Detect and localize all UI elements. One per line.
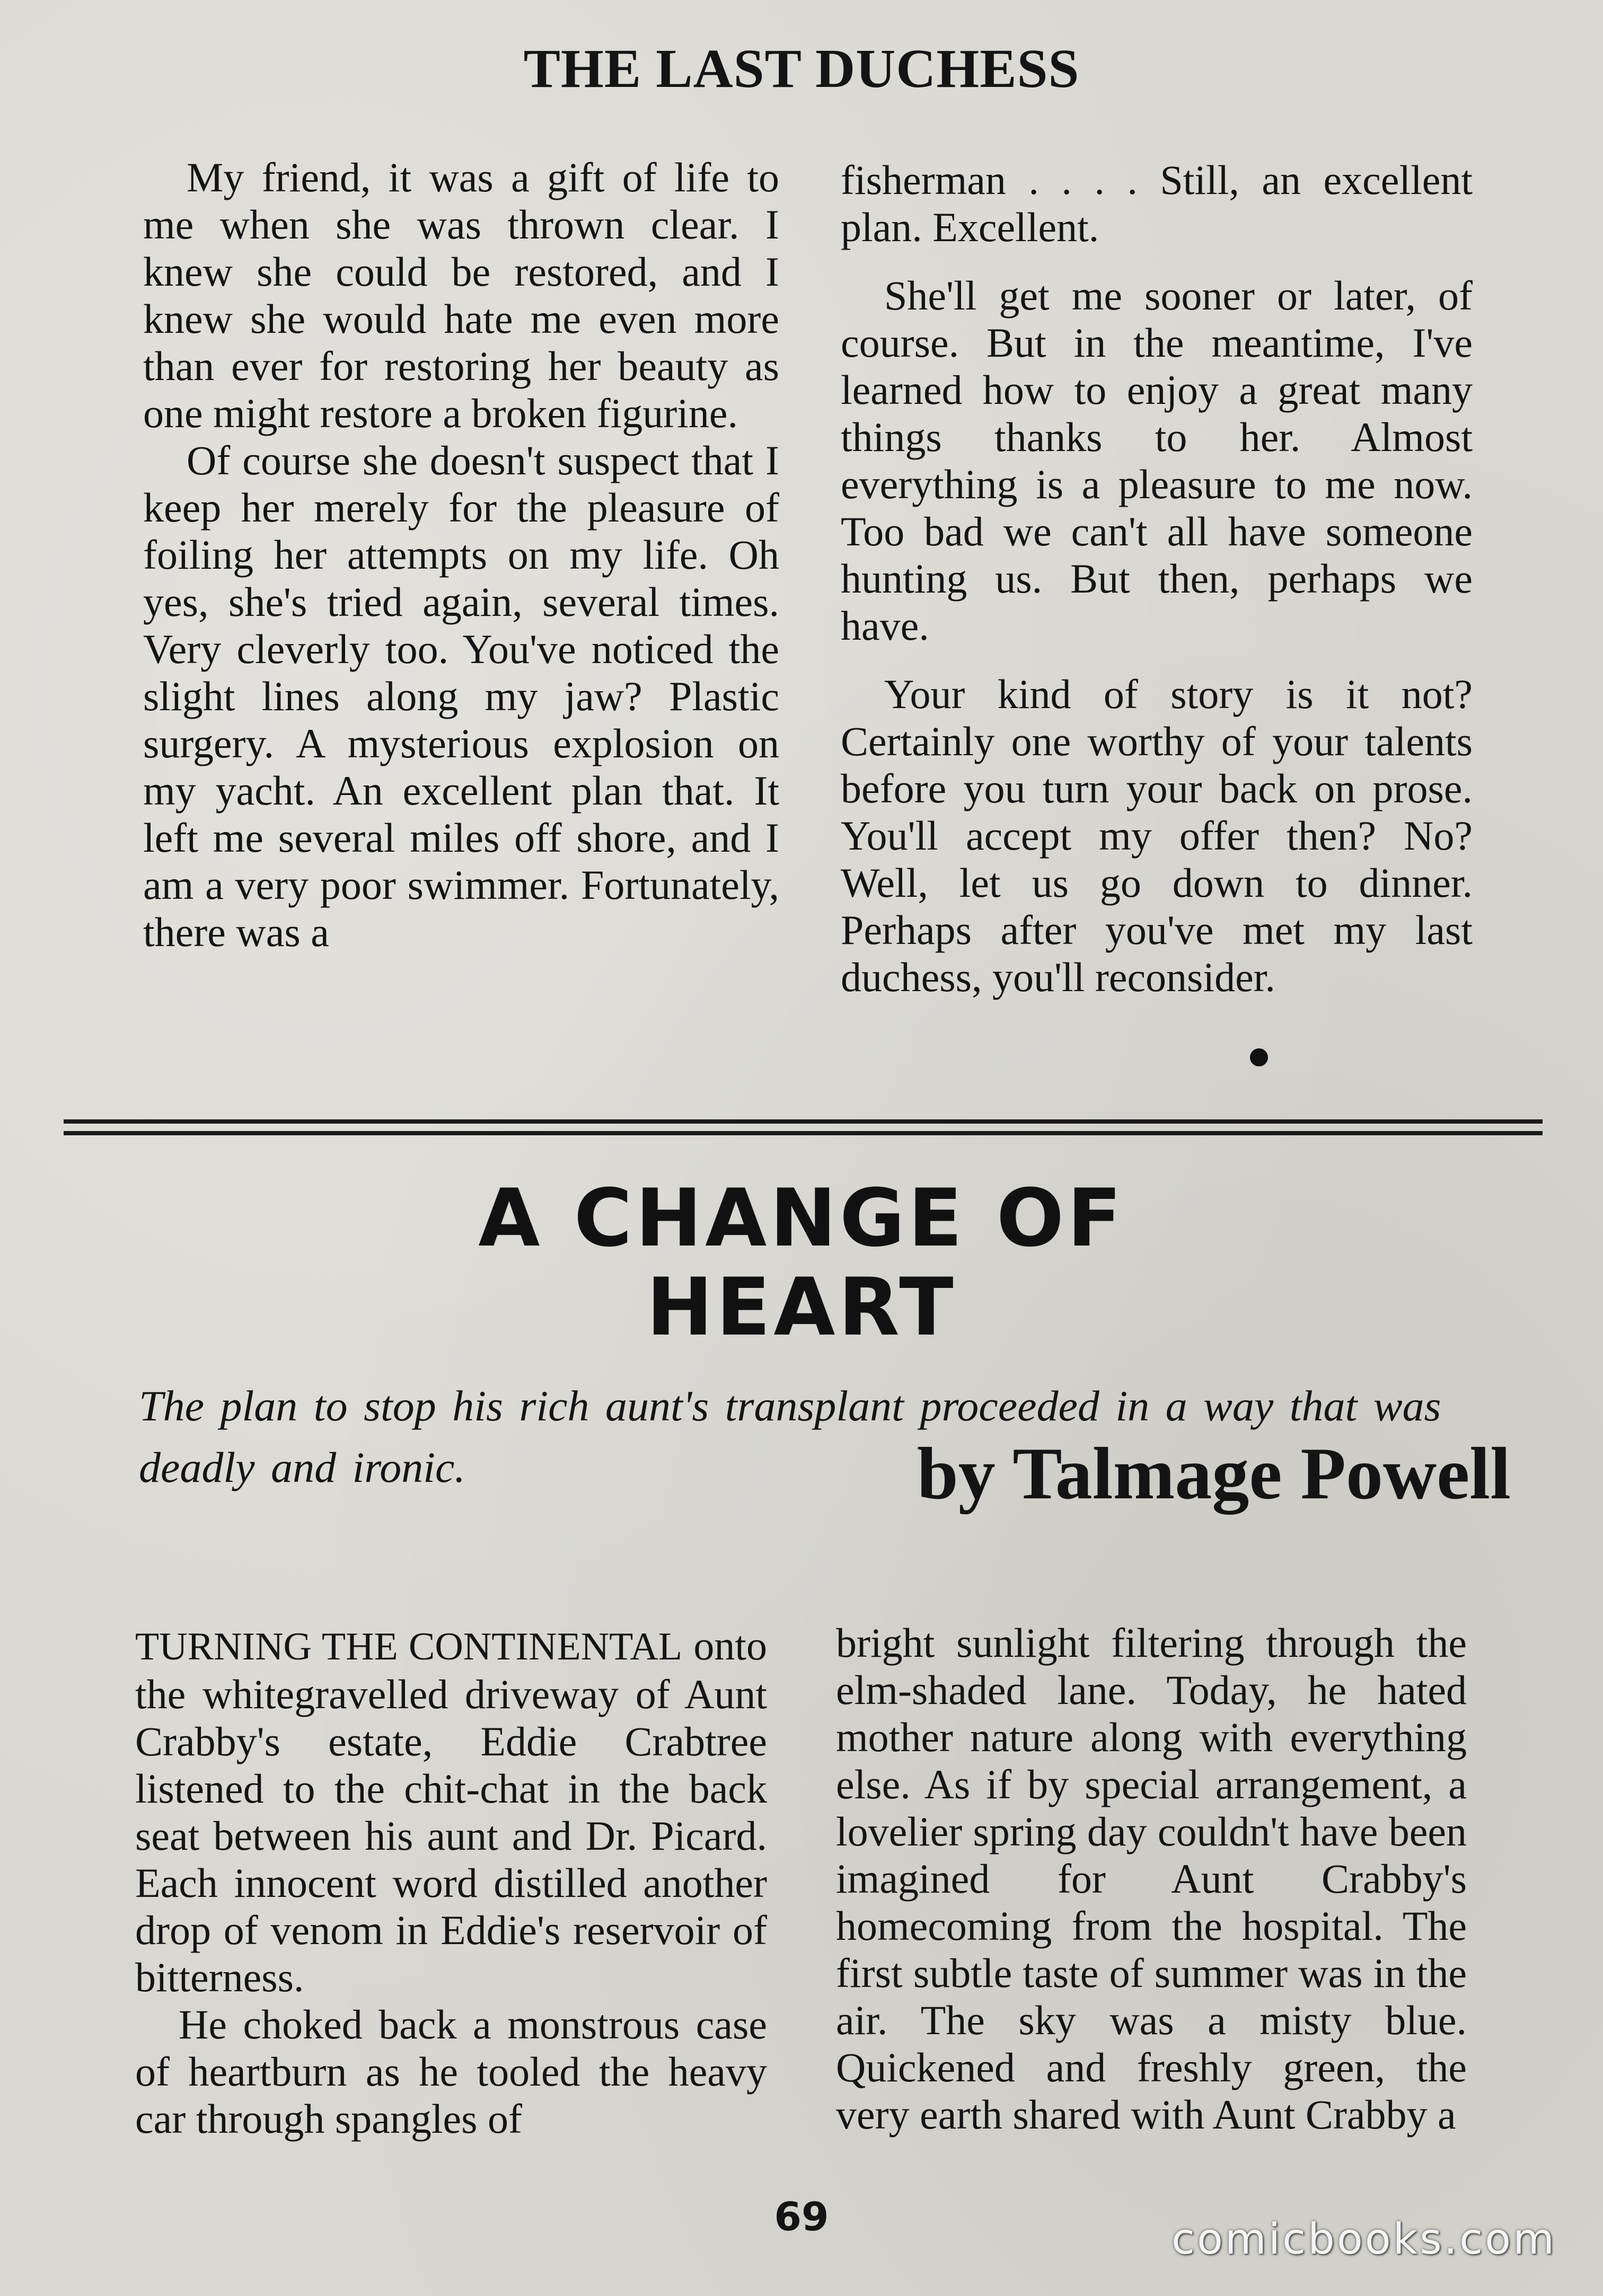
story-title-line: HEART [646,1261,957,1354]
paragraph: bright sunlight filtering through the elm-shaded lane. Today, he hated mother nature along with everything else. As if by special arrangement, a lovelier spring day couldn't have been imagined for Aunt Crabby's homecoming from the hospital. The first subtle taste of summer was in the air. The sky was a misty blue. Quickened and freshly green, the very earth shared with Aunt Crabby a [836,1620,1467,2138]
paragraph-text: onto the whitegravelled driveway of Aunt Crabby's estate, Eddie Crabtree listened to the chit-chat in the back seat between his aunt and Dr. Picard. Each innocent word distilled another drop of venom in Eddie's reservoir of bitterness. [135,1622,768,2000]
paragraph: He choked back a monstrous case of heartburn as he tooled the heavy car through spangles of [135,2001,767,2142]
watermark: comicbooks.com [1172,2214,1557,2264]
lead-in: TURNING THE CONTINENTAL [135,1625,683,1668]
new-story-left-column [135,1622,767,2142]
paragraph [135,1622,767,2001]
paragraph: Your kind of story is it not? Certainly one worthy of your talents before you turn your back on prose. You'll accept my offer then? No? Well, let us go down to dinner. Perhaps after you've met my last duchess, you'll reconsider. [841,671,1473,1000]
paragraph: Of course she doesn't suspect that I keep her merely for the pleasure of foiling her attempts on my life. Oh yes, she's tried again, several times. Very cleverly too. You've noticed the slight lines along my jaw? Plastic surgery. A mysterious explosion on my yacht. An excellent plan that. It left me several miles off shore, and I am a very poor swimmer. Fortunately, there was a [143,437,779,955]
paragraph: fisherman . . . . Still, an excellent plan. Excellent. [841,157,1473,250]
byline: by Talmage Powell [917,1433,1511,1515]
page-number: 69 [774,2194,829,2240]
new-story-right-column [836,1619,1467,2138]
section-divider-rule [64,1131,1543,1135]
section-divider-rule [64,1119,1543,1124]
story-title [0,1174,1603,1352]
previous-story-right-column [841,156,1473,1001]
paragraph: My friend, it was a gift of life to me when she was thrown clear. I knew she could be restored, and I knew she would hate me even more than ever for restoring her beauty as one might restore a broken figurine. [143,154,779,436]
running-head: THE LAST DUCHESS [523,38,1080,99]
previous-story-left-column [143,154,779,956]
story-dek: The plan to stop his rich aunt's transplant proceeded in a way that was deadly and ironic. [139,1382,1441,1491]
story-title-line: A CHANGE OF [478,1172,1125,1265]
end-of-story-bullet-icon [1250,1048,1268,1066]
paragraph: She'll get me sooner or later, of course. But in the meantime, I've learned how to enjoy a great many things thanks to her. Almost everything is a pleasure to me now. Too bad we can't all have someone hunting us. But then, perhaps we have. [841,272,1473,649]
